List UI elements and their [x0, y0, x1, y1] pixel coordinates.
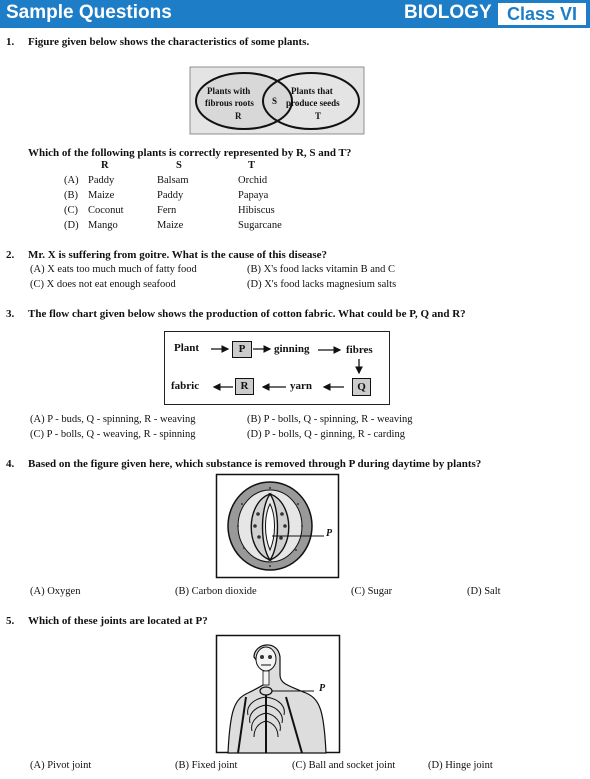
option-label: (C) [64, 205, 78, 216]
skull [256, 647, 276, 671]
option-b[interactable]: (B) P - bolls, Q - spinning, R - weaving [247, 414, 413, 425]
option-r: Paddy [88, 175, 115, 186]
class-badge: Class VI [498, 3, 586, 25]
option-t: Orchid [238, 175, 268, 186]
flow-ginning: ginning [274, 343, 310, 355]
option-b[interactable]: (B) Fixed joint [175, 760, 238, 771]
flow-fibres: fibres [346, 344, 373, 356]
option-d[interactable]: (D) X's food lacks magnesium salts [247, 279, 397, 290]
venn-left-letter: R [235, 111, 242, 121]
column-header-s: S [176, 160, 182, 171]
option-t: Sugarcane [238, 220, 282, 231]
question-text: Based on the figure given here, which substance is removed through P during daytime by plants? [28, 458, 482, 470]
option-t: Hibiscus [238, 205, 275, 216]
option-d[interactable]: (D) P - bolls, Q - ginning, R - carding [247, 429, 405, 440]
flow-p-box: P [232, 341, 252, 358]
option-c[interactable]: (C) P - bolls, Q - weaving, R - spinning [30, 429, 196, 440]
flow-q-box: Q [352, 378, 371, 396]
option-r: Coconut [88, 205, 124, 216]
option-s: Fern [157, 205, 177, 216]
question-text: Which of the following plants is correctly represented by R, S and T? [28, 147, 352, 159]
option-c[interactable]: (C) Ball and socket joint [292, 760, 396, 771]
venn-left-line2: fibrous roots [205, 98, 254, 108]
subject-label: BIOLOGY [404, 2, 492, 23]
option-t: Papaya [238, 190, 269, 201]
skeleton-diagram [216, 635, 340, 753]
question-text: Figure given below shows the characteristics of some plants. [28, 36, 310, 48]
stomata-diagram [216, 474, 339, 578]
label-p: P [326, 528, 333, 539]
option-r: Mango [88, 220, 118, 231]
option-r: Maize [88, 190, 115, 201]
venn-right-letter: T [315, 111, 322, 121]
label-p: P [319, 683, 326, 694]
option-a[interactable]: (A) P - buds, Q - spinning, R - weaving [30, 414, 196, 425]
column-header-r: R [101, 160, 109, 171]
flow-yarn: yarn [290, 380, 312, 392]
venn-center-letter: S [272, 96, 278, 106]
option-c[interactable]: (C) X does not eat enough seafood [30, 279, 176, 290]
option-s: Paddy [157, 190, 184, 201]
venn-right-line1: Plants that [291, 86, 333, 96]
flow-r-box: R [235, 378, 254, 395]
option-d[interactable]: (D) Salt [467, 586, 501, 597]
option-s: Maize [157, 220, 184, 231]
flow-plant: Plant [174, 342, 200, 354]
question-number: 4. [6, 458, 15, 470]
option-b[interactable]: (B) Carbon dioxide [175, 586, 257, 597]
column-header-t: T [248, 160, 256, 171]
flow-fabric: fabric [171, 380, 200, 392]
option-label: (D) [64, 220, 79, 231]
option-a[interactable]: (A) Oxygen [30, 586, 81, 597]
venn-right-line2: produce seeds [286, 98, 340, 108]
option-a[interactable]: (A) X eats too much much of fatty food [30, 264, 197, 275]
page-header [0, 0, 590, 28]
question-text: Which of these joints are located at P? [28, 615, 208, 627]
option-a[interactable]: (A) Pivot joint [30, 760, 92, 771]
option-c[interactable]: (C) Sugar [351, 586, 393, 597]
question-text: Mr. X is suffering from goitre. What is the cause of this disease? [28, 249, 328, 261]
question-number: 2. [6, 249, 15, 261]
option-label: (B) [64, 190, 78, 201]
option-b[interactable]: (B) X's food lacks vitamin B and C [247, 264, 395, 275]
question-text: The flow chart given below shows the production of cotton fabric. What could be P, Q and R? [28, 308, 466, 320]
option-d[interactable]: (D) Hinge joint [428, 760, 493, 771]
page-title: Sample Questions [6, 2, 172, 23]
neck-vertebrae [263, 671, 269, 685]
option-label: (A) [64, 175, 79, 186]
question-number: 5. [6, 615, 15, 627]
question-number: 3. [6, 308, 15, 320]
question-number: 1. [6, 36, 15, 48]
venn-left-line1: Plants with [207, 86, 251, 96]
option-s: Balsam [157, 175, 189, 186]
